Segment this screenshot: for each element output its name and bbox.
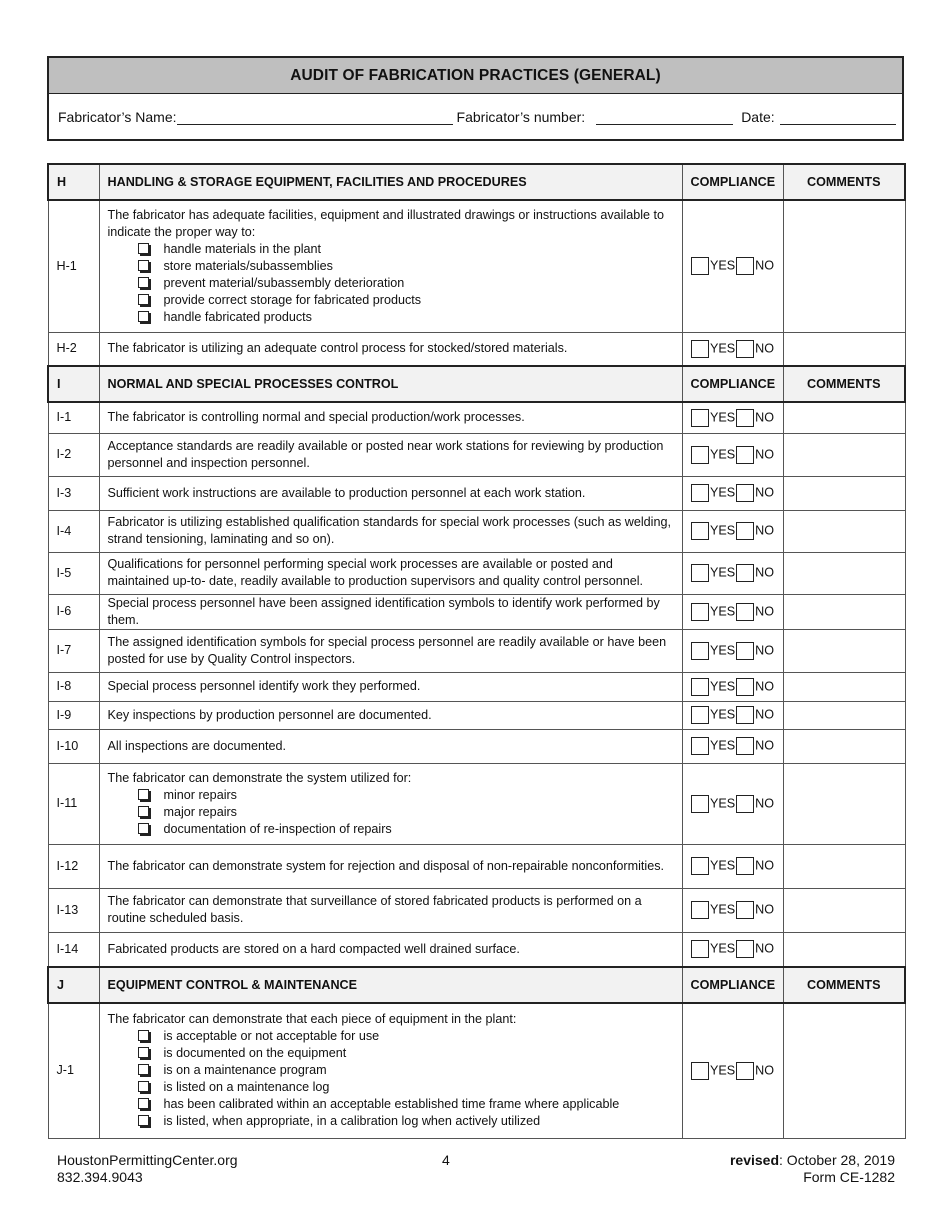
option-label: major repairs [163,804,237,819]
compliance-cell [682,932,783,967]
checkbox-icon[interactable] [138,1064,149,1075]
item-description [99,332,682,366]
comments-cell[interactable] [783,200,905,332]
yes-label: YES [709,902,736,917]
section-title: EQUIPMENT CONTROL & MAINTENANCE [99,967,682,1003]
yes-checkbox[interactable] [691,409,709,427]
no-label: NO [755,707,775,722]
no-checkbox[interactable] [736,564,754,582]
option-label: is acceptable or not acceptable for use [163,1029,380,1044]
item-description [99,433,682,476]
item-id: I-2 [48,433,99,476]
comments-cell[interactable] [783,729,905,763]
fabricator-number-label: Fabricator’s number: [456,108,586,125]
no-checkbox[interactable] [736,257,754,275]
comments-cell[interactable] [783,932,905,967]
comments-cell[interactable] [783,701,905,729]
no-checkbox[interactable] [736,446,754,464]
item-description [99,888,682,932]
item-description [99,672,682,701]
option-label: documentation of re-inspection of repairs [163,821,392,836]
no-checkbox[interactable] [736,1062,754,1080]
item-text: Acceptance standards are readily available or posted near work stations for reviewing by production personnel and inspection personnel. [107,438,664,470]
yes-checkbox[interactable] [691,340,709,358]
no-label: NO [755,565,775,580]
date-field[interactable] [780,111,896,125]
item-description [99,629,682,672]
comments-header: COMMENTS [783,164,905,200]
item-text: The assigned identification symbols for special process personnel are readily available or have been posted for use by Quality Control inspectors. [107,634,667,666]
item-text: Fabricated products are stored on a hard compacted well drained surface. [107,941,520,956]
checkbox-icon[interactable] [138,277,149,288]
audit-row [48,594,905,629]
checkbox-icon[interactable] [138,243,149,254]
item-id: I-5 [48,552,99,594]
no-label: NO [755,258,775,273]
item-description [99,594,682,629]
comments-header: COMMENTS [783,366,905,402]
no-checkbox[interactable] [736,678,754,696]
audit-row [48,433,905,476]
item-text: The fabricator can demonstrate that surveillance of stored fabricated products is performed on a routine scheduled basis. [107,894,642,925]
item-text: The fabricator can demonstrate that each piece of equipment in the plant: [107,1012,517,1027]
yes-checkbox[interactable] [691,940,709,958]
comments-cell[interactable] [783,332,905,366]
footer-website: HoustonPermittingCenter.org [57,1152,238,1168]
option-label: is on a maintenance program [163,1063,327,1078]
section-code: I [48,366,99,402]
option-label: is documented on the equipment [163,1046,347,1061]
page-number: 4 [442,1152,450,1168]
audit-row [48,729,905,763]
title-fields [49,94,902,139]
option-label: handle materials in the plant [163,241,322,256]
compliance-header: COMPLIANCE [682,967,783,1003]
form-title: AUDIT OF FABRICATION PRACTICES (GENERAL) [49,58,902,94]
comments-cell[interactable] [783,1003,905,1138]
item-id: H-1 [48,200,99,332]
checkbox-icon[interactable] [138,311,149,322]
yes-label: YES [709,858,736,873]
item-id: I-10 [48,729,99,763]
item-text: Key inspections by production personnel are documented. [107,707,432,722]
yes-label: YES [709,738,736,753]
footer-left [57,1152,238,1186]
audit-row [48,701,905,729]
option-item [138,787,674,804]
item-text: Fabricator is utilizing established qualification standards for special work processes (such as welding, strand tensioning, laminating and so on). [107,515,671,546]
item-id: I-12 [48,844,99,888]
option-item [138,1113,674,1130]
audit-row [48,672,905,701]
yes-checkbox[interactable] [691,857,709,875]
title-box [47,56,904,141]
comments-cell[interactable] [783,844,905,888]
no-checkbox[interactable] [736,737,754,755]
item-id: I-8 [48,672,99,701]
section-header-j [48,967,905,1003]
section-title: HANDLING & STORAGE EQUIPMENT, FACILITIES AND PROCEDURES [99,164,682,200]
no-label: NO [755,485,775,500]
compliance-cell [682,672,783,701]
no-label: NO [755,604,775,618]
fabricator-name-label: Fabricator’s Name: [58,108,177,125]
yes-checkbox[interactable] [691,678,709,696]
section-code: J [48,967,99,1003]
item-description [99,476,682,510]
item-text: The fabricator is utilizing an adequate control process for stocked/stored materials. [107,341,568,356]
compliance-cell [682,332,783,366]
option-item [138,1062,674,1079]
comments-cell[interactable] [783,510,905,552]
yes-label: YES [709,679,736,693]
item-id: H-2 [48,332,99,366]
item-description [99,932,682,967]
yes-label: YES [709,410,736,425]
item-id: I-6 [48,594,99,629]
no-checkbox[interactable] [736,857,754,875]
yes-checkbox[interactable] [691,795,709,813]
yes-label: YES [709,604,736,618]
option-label: store materials/subassemblies [163,258,333,273]
item-description [99,1003,682,1138]
audit-row [48,510,905,552]
yes-label: YES [709,941,736,956]
option-item [138,1079,674,1096]
compliance-header: COMPLIANCE [682,164,783,200]
item-id: I-7 [48,629,99,672]
section-code: H [48,164,99,200]
no-checkbox[interactable] [736,603,754,621]
form-number: Form CE-1282 [803,1169,895,1185]
compliance-cell [682,200,783,332]
fabricator-name-field[interactable] [177,111,453,125]
no-checkbox[interactable] [736,409,754,427]
audit-row [48,332,905,366]
item-description [99,510,682,552]
item-text: Sufficient work instructions are available to production personnel at each work station. [107,485,586,500]
no-label: NO [755,738,775,753]
no-label: NO [755,410,775,425]
item-id: I-3 [48,476,99,510]
item-description [99,200,682,332]
checkbox-icon[interactable] [138,1030,149,1041]
no-checkbox[interactable] [736,484,754,502]
yes-label: YES [709,565,736,580]
item-description [99,844,682,888]
compliance-cell [682,510,783,552]
audit-row [48,200,905,332]
no-label: NO [755,341,775,356]
checkbox-icon[interactable] [138,260,149,271]
yes-checkbox[interactable] [691,257,709,275]
no-label: NO [755,447,775,461]
item-text: The fabricator has adequate facilities, equipment and illustrated drawings or instructions available to indicate the proper way to: [107,207,665,239]
section-title: NORMAL AND SPECIAL PROCESSES CONTROL [99,366,682,402]
checkbox-icon[interactable] [138,1098,149,1109]
no-label: NO [755,643,775,657]
option-item [138,1045,674,1062]
item-text: The fabricator can demonstrate the system utilized for: [107,770,412,785]
footer-right [730,1152,895,1186]
option-label: provide correct storage for fabricated products [163,292,422,307]
fabricator-number-field[interactable] [596,111,733,125]
item-id: I-14 [48,932,99,967]
item-id: I-11 [48,763,99,844]
checkbox-icon[interactable] [138,789,149,800]
option-item [138,258,674,275]
no-checkbox[interactable] [736,706,754,724]
option-item [138,1096,674,1113]
checkbox-icon[interactable] [138,1047,149,1058]
yes-label: YES [709,523,736,538]
option-item [138,804,674,821]
revised-date: : October 28, 2019 [779,1152,895,1168]
audit-row [48,629,905,672]
item-id: I-4 [48,510,99,552]
footer-phone: 832.394.9043 [57,1169,143,1185]
no-label: NO [755,1063,775,1078]
item-description [99,552,682,594]
item-description [99,729,682,763]
revised-line [730,1152,895,1169]
comments-cell[interactable] [783,476,905,510]
checkbox-icon[interactable] [138,823,149,834]
compliance-cell [682,888,783,932]
yes-checkbox[interactable] [691,1062,709,1080]
option-label: is listed, when appropriate, in a calibration log when actively utilized [163,1114,541,1129]
yes-label: YES [709,643,736,657]
item-id: I-1 [48,402,99,433]
no-label: NO [755,523,775,538]
item-text: Special process personnel identify work they performed. [107,679,421,693]
yes-label: YES [709,796,736,810]
item-text: All inspections are documented. [107,738,287,753]
checkbox-icon[interactable] [138,294,149,305]
checkbox-icon[interactable] [138,806,149,817]
option-label: prevent material/subassembly deterioration [163,275,405,290]
yes-checkbox[interactable] [691,522,709,540]
checkbox-icon[interactable] [138,1115,149,1126]
comments-header: COMMENTS [783,967,905,1003]
comments-cell[interactable] [783,672,905,701]
compliance-cell [682,476,783,510]
yes-checkbox[interactable] [691,603,709,621]
no-checkbox[interactable] [736,340,754,358]
compliance-cell [682,729,783,763]
date-label: Date: [741,108,775,125]
option-list [108,787,674,838]
item-text: Special process personnel have been assigned identification symbols to identify work performed by them. [107,595,660,627]
compliance-cell [682,701,783,729]
audit-row [48,888,905,932]
item-text: The fabricator can demonstrate system for rejection and disposal of non-repairable nonconformities. [107,858,665,873]
yes-checkbox[interactable] [691,642,709,660]
compliance-cell [682,402,783,433]
section-header-i [48,366,905,402]
comments-cell[interactable] [783,433,905,476]
option-list [108,241,674,326]
option-item [138,309,674,326]
no-checkbox[interactable] [736,940,754,958]
option-item [138,292,674,309]
item-description [99,701,682,729]
comments-cell[interactable] [783,552,905,594]
option-label: handle fabricated products [163,309,312,324]
compliance-cell [682,433,783,476]
item-description [99,763,682,844]
item-id: I-13 [48,888,99,932]
no-label: NO [755,941,775,956]
option-label: is listed on a maintenance log [163,1080,330,1095]
yes-checkbox[interactable] [691,901,709,919]
item-text: Qualifications for personnel performing special work processes are available or posted and maintained up-to- date, readily available to production supervisors and quality control personnel. [107,557,644,588]
option-item [138,1028,674,1045]
yes-checkbox[interactable] [691,706,709,724]
audit-table [47,163,906,1139]
audit-row [48,844,905,888]
yes-label: YES [709,1063,736,1078]
audit-row [48,552,905,594]
yes-label: YES [709,707,736,722]
checkbox-icon[interactable] [138,1081,149,1092]
compliance-cell [682,1003,783,1138]
comments-cell[interactable] [783,594,905,629]
yes-checkbox[interactable] [691,737,709,755]
yes-label: YES [709,341,736,356]
item-text: The fabricator is controlling normal and special production/work processes. [107,410,525,425]
yes-label: YES [709,485,736,500]
section-header-h [48,164,905,200]
audit-row [48,763,905,844]
no-checkbox[interactable] [736,901,754,919]
yes-checkbox[interactable] [691,446,709,464]
yes-label: YES [709,447,736,461]
audit-row [48,1003,905,1138]
no-label: NO [755,858,775,873]
compliance-header: COMPLIANCE [682,366,783,402]
yes-checkbox[interactable] [691,484,709,502]
option-list [108,1028,674,1130]
no-label: NO [755,679,775,693]
compliance-cell [682,763,783,844]
comments-cell[interactable] [783,888,905,932]
compliance-cell [682,594,783,629]
audit-row [48,476,905,510]
compliance-cell [682,844,783,888]
option-label: minor repairs [163,787,237,802]
no-label: NO [755,796,775,810]
revised-label: revised [729,1152,780,1168]
item-id: J-1 [48,1003,99,1138]
audit-row [48,932,905,967]
comments-cell[interactable] [783,763,905,844]
option-item [138,275,674,292]
option-item [138,241,674,258]
option-item [138,821,674,838]
comments-cell[interactable] [783,402,905,433]
option-label: has been calibrated within an acceptable established time frame where applicable [163,1097,620,1112]
compliance-cell [682,629,783,672]
no-checkbox[interactable] [736,795,754,813]
compliance-cell [682,552,783,594]
audit-row [48,402,905,433]
item-id: I-9 [48,701,99,729]
no-label: NO [755,902,775,917]
no-checkbox[interactable] [736,642,754,660]
item-description [99,402,682,433]
comments-cell[interactable] [783,629,905,672]
no-checkbox[interactable] [736,522,754,540]
yes-label: YES [709,258,736,273]
yes-checkbox[interactable] [691,564,709,582]
